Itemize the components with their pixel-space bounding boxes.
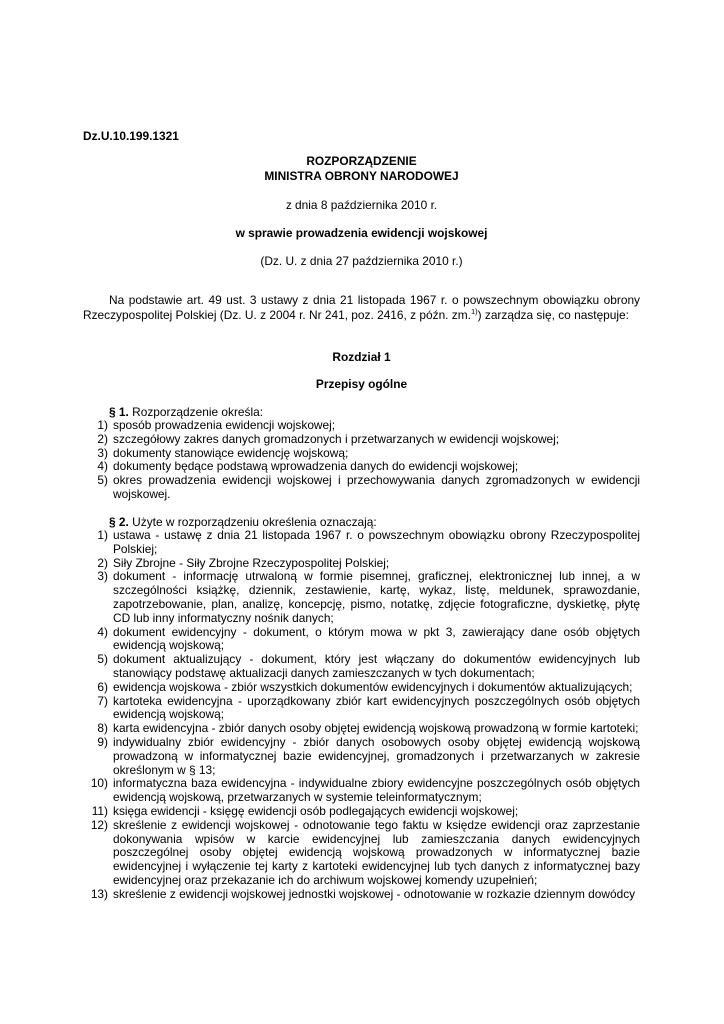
list-item xyxy=(83,888,640,902)
document-date: z dnia 8 października 2010 r. xyxy=(285,198,438,212)
list-item-number: 1) xyxy=(97,418,108,432)
list-item-number: 2) xyxy=(97,555,108,570)
list-item-number: 1) xyxy=(97,528,108,542)
list-item xyxy=(83,819,640,888)
list-item xyxy=(83,695,640,723)
document-title xyxy=(83,154,640,183)
list-item xyxy=(83,626,640,654)
list-item-text: Siły Zbrojne - Siły Zbrojne Rzeczypospolitej Polskiej; xyxy=(113,555,390,570)
list-item-number: 5) xyxy=(97,652,108,667)
list-item-text: dokument - informację utrwaloną w formie pisemnej, graficznej, elektronicznej lub innej, a w szczególności książkę, dziennik, zestawienie, kartę, wykaz, listę, meldunek, sprawozdanie, zapotrzebowanie, plan, analizę, koncepcję, pismo, notatkę, zdjęcie fotograficzne, dyskietkę, płytę CD lub inny informatyczny nośnik danych; xyxy=(113,569,640,625)
list-item xyxy=(83,736,640,777)
list-item xyxy=(83,557,640,571)
list-item-text: szczegółowy zakres danych gromadzonych i przetwarzanych w ewidencji wojskowej; xyxy=(113,431,560,446)
list-item-text: indywidualny zbiór ewidencyjny - zbiór danych osobowych osoby objętej ewidencją wojskową prowadzoną w informatycznej bazie ewidencyjnej, gromadzonych i przetwarzanych w zakresie określonym w § 13; xyxy=(113,734,640,777)
list-item xyxy=(83,460,640,474)
list-item xyxy=(83,777,640,805)
list-item-text: dokumenty będące podstawą wprowadzenia danych do ewidencji wojskowej; xyxy=(113,459,519,474)
list-item xyxy=(83,722,640,736)
list-item-text: informatyczna baza ewidencyjna - indywidualne zbiory ewidencyjne poszczególnych osób objętych ewidencją wojskową, przetwarzanych w systemie teleinformatycznym; xyxy=(113,776,640,805)
list-item-text: skreślenie z ewidencji wojskowej jednostki wojskowej - odnotowanie w rozkazie dziennym dowódcy xyxy=(113,886,636,901)
list-item xyxy=(83,681,640,695)
list-item-number: 5) xyxy=(97,473,108,488)
section-1-lead xyxy=(83,405,640,419)
list-item-text: sposób prowadzenia ewidencji wojskowej; xyxy=(113,418,336,432)
section-1-lead-text: Rozporządzenie określa: xyxy=(132,405,264,419)
list-item-text: księga ewidencji - księgę ewidencji osób podlegających ewidencji wojskowej; xyxy=(113,803,519,818)
list-item-number: 7) xyxy=(97,693,108,708)
list-item-text: karta ewidencyjna - zbiór danych osoby objętej ewidencją wojskową prowadzoną w formie kartoteki; xyxy=(113,721,639,736)
list-item xyxy=(83,805,640,819)
list-item-text: dokument ewidencyjny - dokument, o którym mowa w pkt 3, zawierający dane osób objętych ewidencją wojskową; xyxy=(113,624,640,653)
document-id: Dz.U.10.199.1321 xyxy=(83,129,179,143)
section-2-lead-text: Użyte w rozporządzeniu określenia oznaczają: xyxy=(132,515,377,529)
list-item-text: skreślenie z ewidencji wojskowej - odnotowanie tego faktu w księdze ewidencji oraz zaprzestanie dokonywania wpisów w karcie ewidencyjnej lub zamieszczania danych ewidencyjnych poszczególnej osoby objętej ewidencją wojskową prowadzonych w informatycznej bazie ewidencyjnej i wyłączenie tej karty z kartoteki ewidencyjnej lub tych danych z informatycznej bazy ewidencyjnej oraz przekazanie ich do archiwum wojskowej komendy uzupełnień; xyxy=(113,817,640,887)
section-1 xyxy=(83,405,640,502)
section-1-list xyxy=(83,419,640,502)
document-subject: w sprawie prowadzenia ewidencji wojskowej xyxy=(235,226,488,240)
title-line-1: ROZPORZĄDZENIE xyxy=(306,154,417,168)
list-item xyxy=(83,529,640,557)
preamble xyxy=(83,293,640,322)
list-item-text: ewidencja wojskowa - zbiór wszystkich dokumentów ewidencyjnych i dokumentów aktualizujących; xyxy=(113,679,633,694)
list-item xyxy=(83,419,640,433)
section-2-mark: § 2. xyxy=(109,515,129,529)
list-item-number: 6) xyxy=(97,679,108,694)
publication-info: (Dz. U. z dnia 27 października 2010 r.) xyxy=(260,254,463,268)
list-item-text: kartoteka ewidencyjna - uporządkowany zbiór kart ewidencyjnych poszczególnych osób objętych ewidencją wojskową; xyxy=(113,693,640,722)
list-item xyxy=(83,433,640,447)
list-item-text: ustawa - ustawę z dnia 21 listopada 1967 r. o powszechnym obowiązku obrony Rzeczypospolitej Polskiej; xyxy=(113,528,640,556)
list-item-text: dokumenty stanowiące ewidencję wojskową; xyxy=(113,445,349,460)
section-2-list xyxy=(83,529,640,902)
footnote-marker: 1) xyxy=(470,306,478,316)
chapter-label: Rozdział 1 xyxy=(332,350,391,364)
list-item xyxy=(83,474,640,502)
list-item-text: okres prowadzenia ewidencji wojskowej i przechowywania danych zgromadzonych w ewidencji wojskowej. xyxy=(113,473,640,501)
list-item-number: 8) xyxy=(97,721,108,736)
list-item xyxy=(83,653,640,681)
list-item xyxy=(83,447,640,461)
list-item-text: dokument aktualizujący - dokument, który jest włączany do dokumentów ewidencyjnych lub stanowiący podstawę aktualizacji danych zamieszczanych w tych dokumentach; xyxy=(113,652,640,680)
section-2-lead xyxy=(83,515,640,529)
list-item-number: 3) xyxy=(97,569,108,584)
list-item-number: 12) xyxy=(90,817,108,832)
list-item-number: 10) xyxy=(90,776,108,791)
list-item-number: 9) xyxy=(97,734,108,749)
section-2 xyxy=(83,515,640,902)
list-item-number: 13) xyxy=(90,886,108,901)
title-line-2: MINISTRA OBRONY NARODOWEJ xyxy=(264,168,459,183)
preamble-text-end: ) zarządza się, co następuje: xyxy=(477,307,629,322)
section-1-mark: § 1. xyxy=(109,405,129,419)
list-item-number: 4) xyxy=(97,624,108,639)
list-item-number: 2) xyxy=(97,431,108,446)
list-item-number: 3) xyxy=(97,445,108,460)
list-item-number: 11) xyxy=(91,803,108,818)
preamble-text: Na podstawie art. 49 ust. 3 ustawy z dnia 21 listopada 1967 r. o powszechnym obowiązku obrony Rzeczypospolitej Polskiej (Dz. U. z 2004 r. Nr 241, poz. 2416, z późn. zm. xyxy=(83,293,640,322)
list-item xyxy=(83,570,640,625)
chapter-title: Przepisy ogólne xyxy=(315,377,408,391)
list-item-number: 4) xyxy=(97,459,108,474)
